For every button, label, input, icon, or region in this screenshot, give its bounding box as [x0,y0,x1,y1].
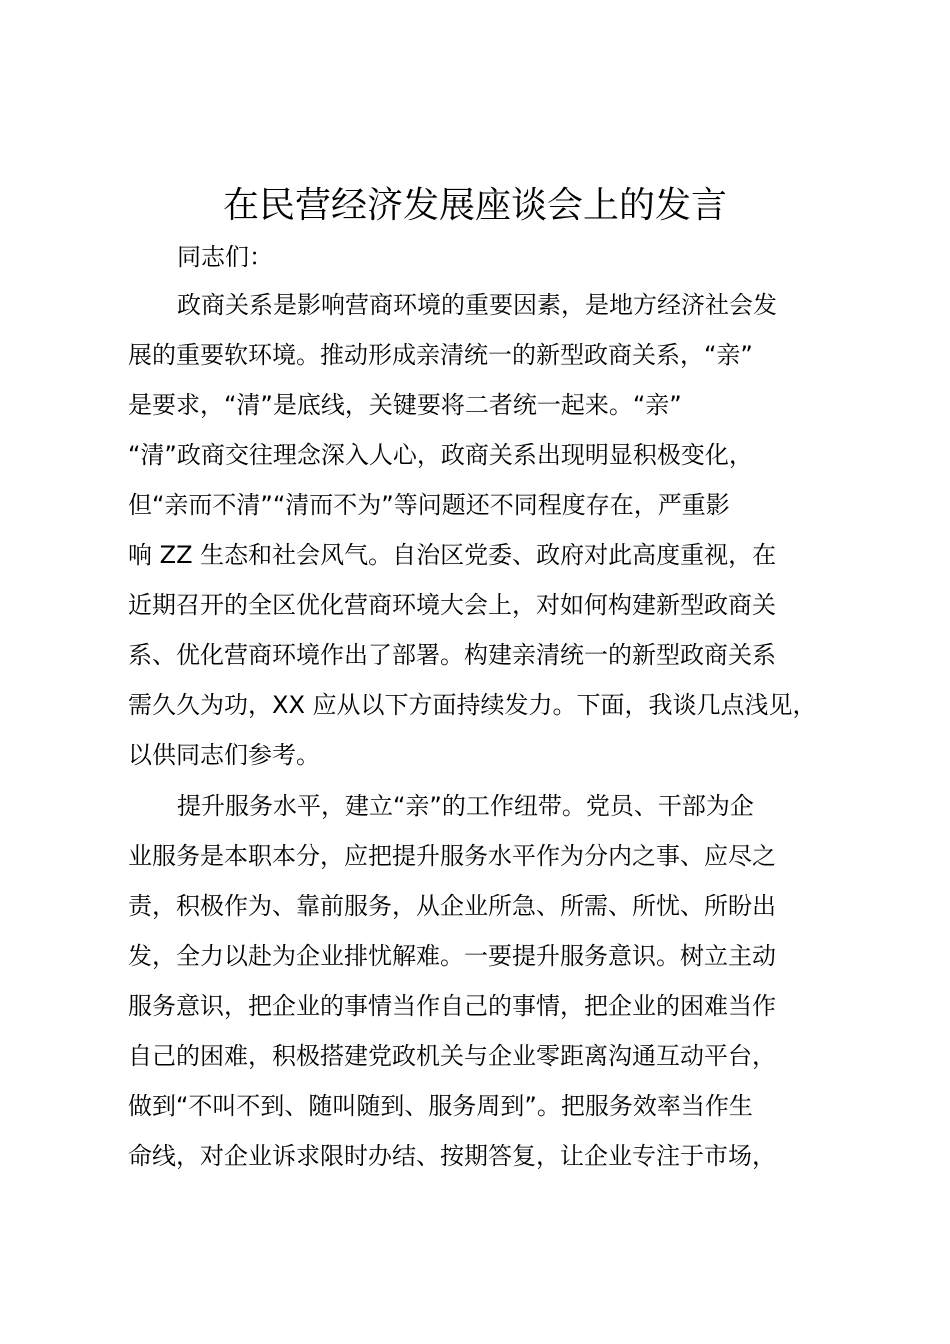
paragraph-line: 发，全力以赴为企业排忧解难。一要提升服务意识。树立主动 [128,942,776,970]
paragraph-line: 展的重要软环境。推动形成亲清统一的新型政商关系，“亲” [128,341,753,369]
paragraph-line: 政商关系是影响营商环境的重要因素，是地方经济社会发 [177,291,777,319]
paragraph-line: 响 ZZ 生态和社会风气。自治区党委、政府对此高度重视，在 [128,541,777,569]
paragraph-line: 以供同志们参考。 [128,741,320,769]
paragraph-line: 服务意识，把企业的事情当作自己的事情，把企业的困难当作 [128,992,776,1020]
paragraph-line: 近期召开的全区优化营商环境大会上，对如何构建新型政商关 [128,591,776,619]
paragraph-line: 是要求，“清”是底线，关键要将二者统一起来。“亲” [128,391,682,419]
paragraph-line: 责，积极作为、靠前服务，从企业所急、所需、所忧、所盼出 [128,892,776,920]
paragraph-line: “清”政商交往理念深入人心，政商关系出现明显积极变化， [128,441,753,469]
paragraph-line: 提升服务水平，建立“亲”的工作纽带。党员、干部为企 [177,792,754,820]
greeting-text: 同志们： [177,243,273,271]
document-title: 在民营经济发展座谈会上的发言 [222,185,727,226]
paragraph-1 [128,280,828,780]
greeting-line [128,232,828,282]
paragraph-2 [128,781,828,1181]
paragraph-line: 命线，对企业诉求限时办结、按期答复，让企业专注于市场， [128,1142,776,1170]
paragraph-line: 需久久为功，XX 应从以下方面持续发力。下面，我谈几点浅见， [128,691,817,719]
paragraph-line: 自己的困难，积极搭建党政机关与企业零距离沟通互动平台， [128,1042,776,1070]
paragraph-line: 但“亲而不清”“清而不为”等问题还不同程度存在，严重影 [128,491,730,519]
paragraph-line: 系、优化营商环境作出了部署。构建亲清统一的新型政商关系 [128,641,776,669]
paragraph-line: 业服务是本职本分，应把提升服务水平作为分内之事、应尽之 [128,842,776,870]
paragraph-line: 做到“不叫不到、随叫随到、服务周到”。把服务效率当作生 [128,1092,753,1120]
